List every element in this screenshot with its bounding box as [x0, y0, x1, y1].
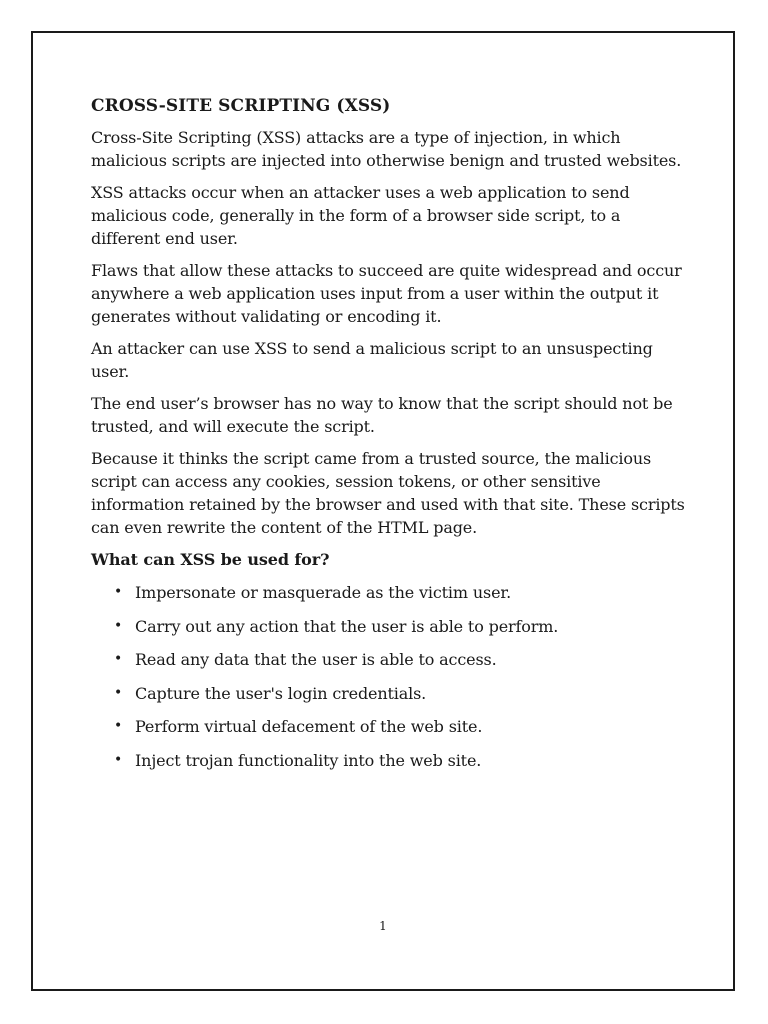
- paragraph: Cross-Site Scripting (XSS) attacks are a type of injection, in which malicious scripts are injected into otherwise benign and trusted websites.: [91, 128, 682, 170]
- bullet-icon: •: [114, 718, 123, 734]
- list-item-text: Inject trojan functionality into the web site.: [135, 750, 482, 770]
- list-item: [113, 615, 691, 638]
- list-item-text: Capture the user's login credentials.: [135, 683, 427, 703]
- bullet-icon: •: [114, 651, 123, 667]
- list-item-text: Read any data that the user is able to access.: [135, 650, 497, 669]
- bullet-icon: •: [114, 617, 123, 634]
- list-item: [113, 715, 691, 738]
- bullet-list: [91, 581, 691, 772]
- bullet-icon: •: [114, 751, 123, 768]
- list-item: [113, 682, 691, 705]
- list-item-text: Impersonate or masquerade as the victim user.: [135, 583, 512, 602]
- paragraph: An attacker can use XSS to send a malicious script to an unsuspecting user.: [91, 339, 653, 381]
- document-title: CROSS-SITE SCRIPTING (XSS): [91, 96, 391, 116]
- list-item-text: Perform virtual defacement of the web site.: [135, 717, 483, 736]
- paragraph: Because it thinks the script came from a trusted source, the malicious script can access any cookies, session tokens, or other sensitive information retained by the browser and used with that site. These scripts can even rewrite the content of the HTML page.: [91, 449, 685, 537]
- list-item: [113, 581, 691, 604]
- page-content: [91, 95, 691, 782]
- list-item: [113, 648, 691, 671]
- bullet-icon: •: [114, 684, 123, 701]
- paragraph: Flaws that allow these attacks to succeed are quite widespread and occur anywhere a web application uses input from a user within the output it generates without validating or encoding it.: [91, 261, 682, 326]
- list-item: [113, 749, 691, 772]
- document-page: [31, 31, 735, 991]
- paragraph: XSS attacks occur when an attacker uses a web application to send malicious code, generally in the form of a browser side script, to a different end user.: [91, 183, 630, 248]
- bullet-icon: •: [114, 584, 123, 600]
- paragraph: The end user’s browser has no way to know that the script should not be trusted, and will execute the script.: [91, 394, 673, 436]
- section-subheading: What can XSS be used for?: [91, 550, 330, 569]
- page-number: 1: [379, 919, 387, 933]
- list-item-text: Carry out any action that the user is able to perform.: [135, 616, 559, 636]
